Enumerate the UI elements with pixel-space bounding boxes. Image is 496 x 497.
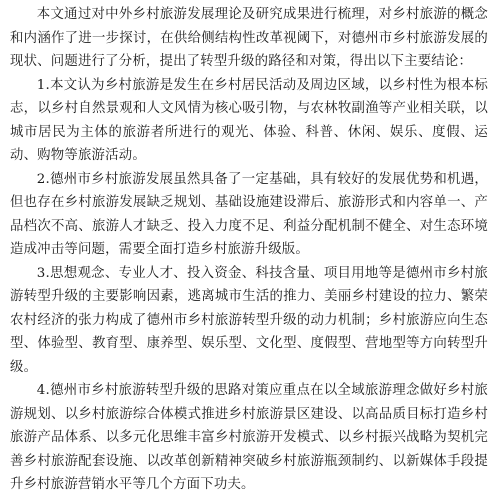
conclusion-1: 1.本文认为乡村旅游是发生在乡村居民活动及周边区域，以乡村性为根本标志，以乡村自然景观和人文风情为核心吸引物，与农林牧副渔等产业相关联，以城市居民为主体的旅游者所进行的观光、体验、科普、休闲、娱乐、度假、运动、购物等旅游活动。 [10,77,488,163]
intro-paragraph: 本文通过对中外乡村旅游发展理论及研究成果进行梳理，对乡村旅游的概念和内涵作了进一步探讨，在供给侧结构性改革视阈下，对德州市乡村旅游发展的现状、问题进行了分析，提出了转型升级的路径和对策，得出以下主要结论： [10,7,488,69]
conclusion-4: 4.德州市乡村旅游转型升级的思路对策应重点在以全域旅游理念做好乡村旅游规划、以乡村旅游综合体模式推进乡村旅游景区建设、以高品质目标打造乡村旅游产品体系、以多元化思维丰富乡村旅游开发模式、以乡村振兴战略为契机完善乡村旅游配套设施、以改革创新精神突破乡村旅游瓶颈制约、以新媒体手段提升乡村旅游营销水平等几个方面下功夫。 [10,383,488,492]
conclusion-3: 3.思想观念、专业人才、投入资金、科技含量、项目用地等是德州市乡村旅游转型升级的主要影响因素，逃离城市生活的推力、美丽乡村建设的拉力、繁荣农村经济的张力构成了德州市乡村旅游转型升级的动力机制；乡村旅游应向生态型、体验型、教育型、康养型、娱乐型、文化型、度假型、营地型等方向转型升级。 [10,265,488,375]
conclusion-2: 2.德州市乡村旅游发展虽然具备了一定基础，具有较好的发展优势和机遇，但也存在乡村旅游发展缺乏规划、基础设施建设滞后、旅游形式和内容单一、产品档次不高、旅游人才缺乏、投入力度不足、利益分配机制不健全、对生态环境造成冲击等问题，需要全面打造乡村旅游升级版。 [10,171,488,257]
